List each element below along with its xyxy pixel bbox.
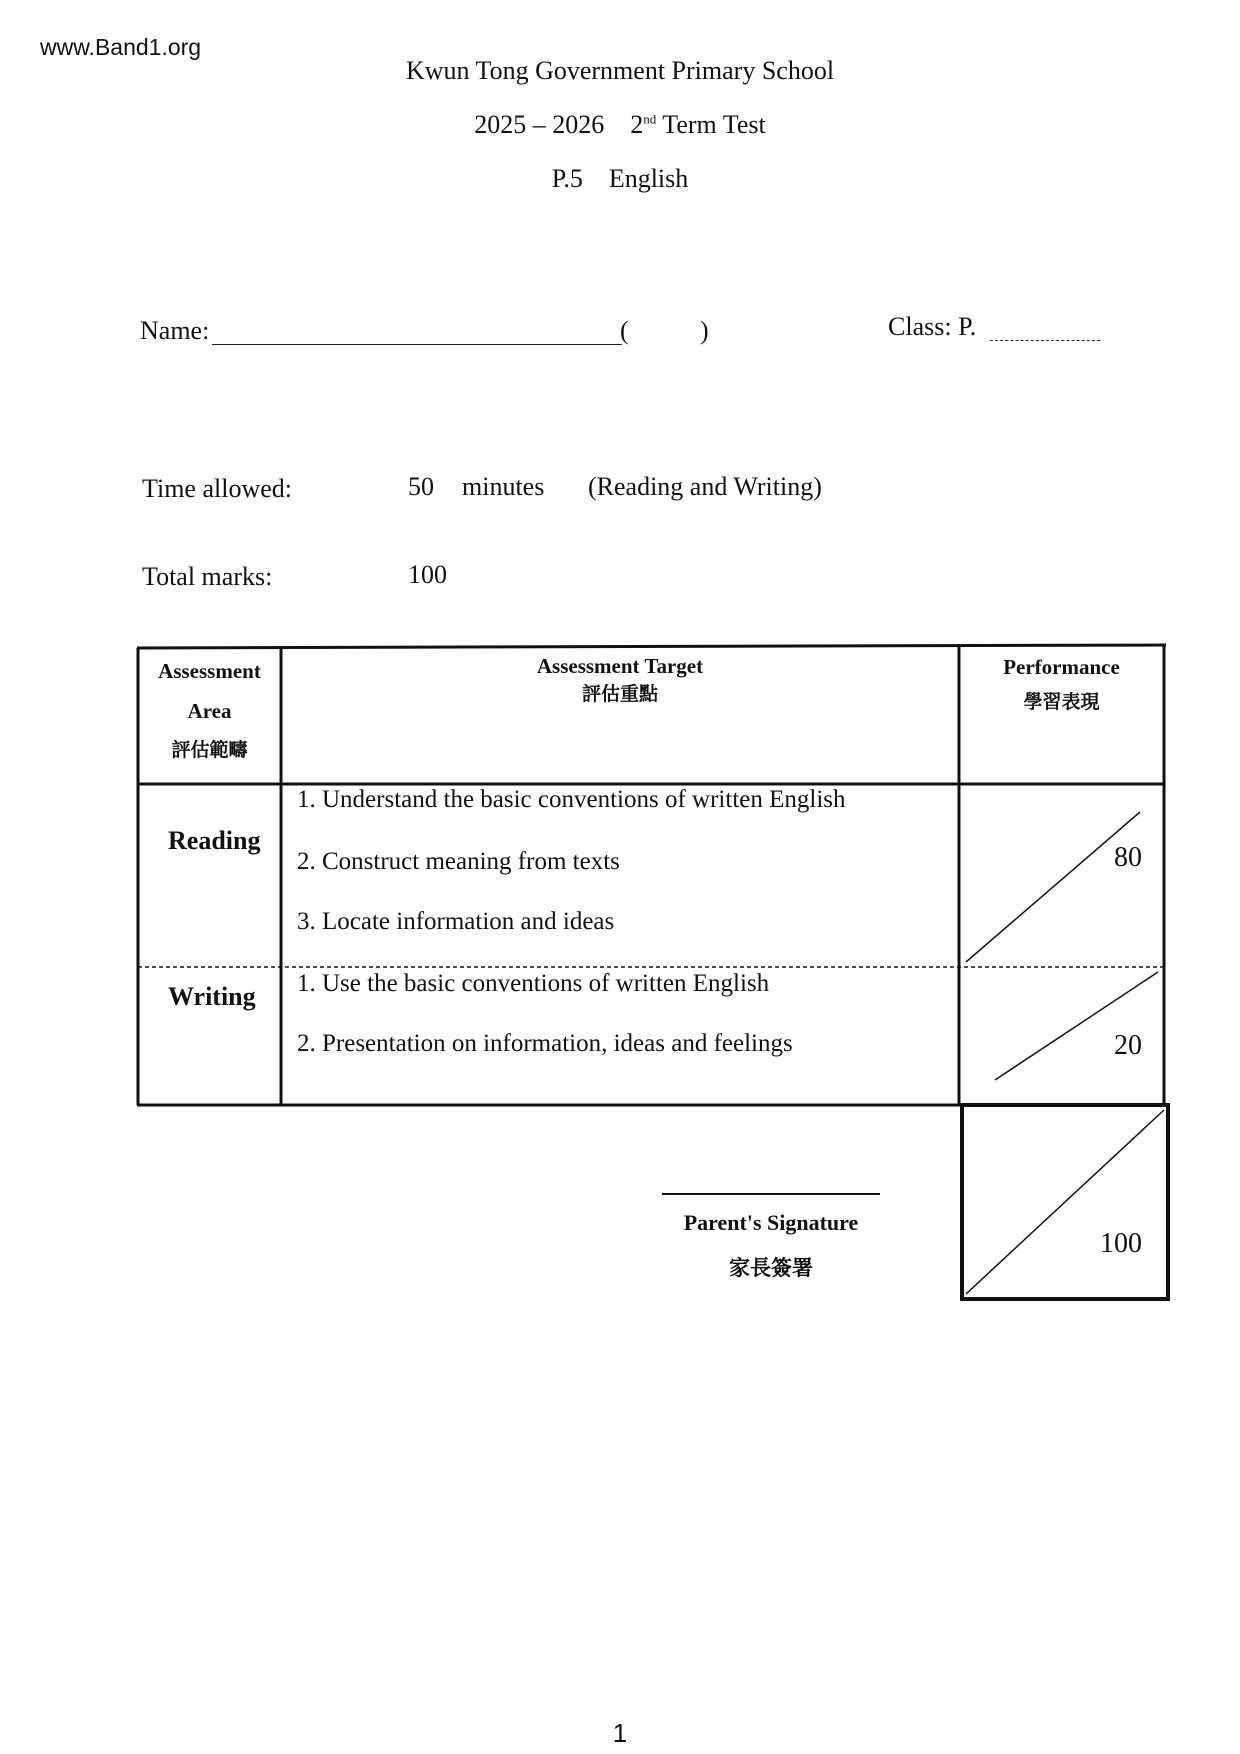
parent-signature-label: Parent's Signature: [683, 1210, 859, 1235]
total-marks-value: 100: [408, 560, 447, 589]
school-year: 2025 – 2026: [474, 110, 605, 139]
reading-area-label: Reading: [168, 826, 261, 855]
header-target-zh: 評估重點: [581, 683, 658, 706]
class-number-open-paren: (: [620, 316, 629, 345]
class-number-close-paren: ): [700, 316, 709, 345]
reading-target-1: 1. Understand the basic conventions of written English: [297, 786, 846, 813]
writing-total-marks: 20: [1114, 1030, 1142, 1061]
reading-target-2: 2. Construct meaning from texts: [297, 848, 620, 875]
time-allowed-value: 50: [408, 472, 434, 501]
subject: English: [608, 164, 689, 193]
header-area-en-1: Assessment: [158, 659, 261, 683]
level: P.5: [551, 164, 583, 193]
writing-target-2: 2. Presentation on information, ideas and feelings: [297, 1030, 793, 1057]
term-suffix: nd: [643, 111, 657, 127]
writing-target-1: 1. Use the basic conventions of written English: [297, 970, 770, 997]
header-area-en-2: Area: [187, 698, 232, 723]
reading-target-3: 3. Locate information and ideas: [297, 908, 615, 935]
school-name: Kwun Tong Government Primary School: [405, 56, 835, 85]
header-area-zh: 評估範疇: [171, 738, 248, 761]
time-allowed-label: Time allowed:: [142, 474, 292, 503]
time-allowed-unit: minutes: [462, 472, 545, 501]
page-number: 1: [612, 1718, 628, 1748]
header-perf-zh: 學習表現: [1023, 690, 1100, 713]
header-assessment-target: [281, 652, 959, 708]
header-perf-en: Performance: [1003, 655, 1120, 679]
watermark-text: www.Band1.org: [40, 34, 202, 60]
parent-signature-label-zh: 家長簽署: [729, 1256, 813, 1280]
time-allowed-note: (Reading and Writing): [588, 472, 822, 501]
writing-area-label: Writing: [168, 982, 256, 1011]
term-number: 2: [630, 110, 644, 139]
reading-total-marks: 80: [1114, 842, 1142, 873]
header-assessment-area: [138, 652, 281, 768]
class-label: Class: P.: [888, 312, 977, 341]
name-label: Name:: [140, 316, 210, 345]
term-label: Term Test: [662, 110, 766, 139]
total-marks-label: Total marks:: [142, 562, 273, 591]
header-target-en: Assessment Target: [536, 654, 704, 678]
grand-total-marks: 100: [1100, 1228, 1142, 1259]
header-performance: [959, 650, 1164, 718]
